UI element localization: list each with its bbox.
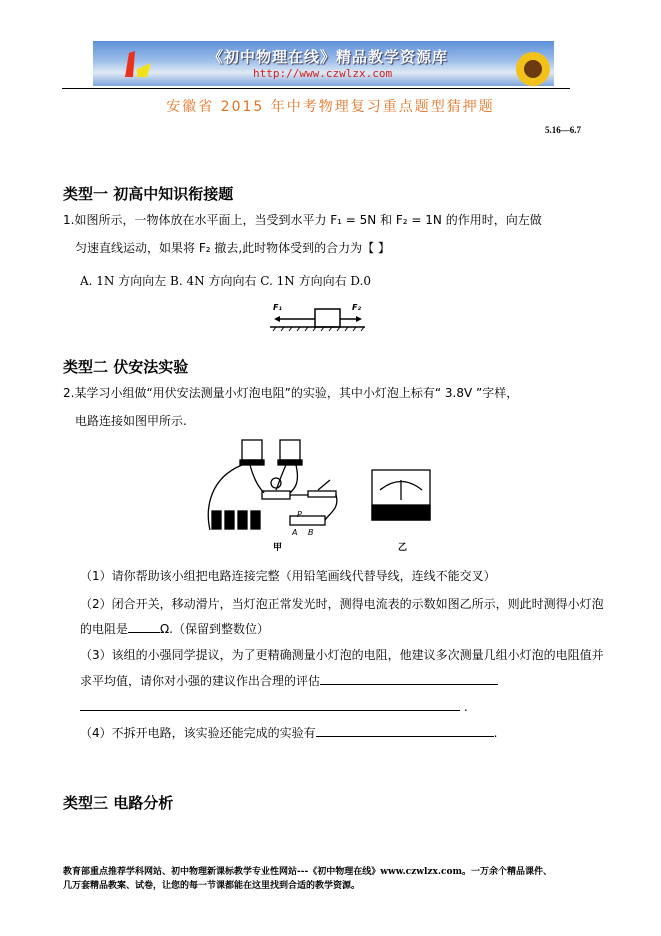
header-rule xyxy=(62,88,570,89)
terminal-label-a: A xyxy=(292,528,298,537)
force-label-f1: F₁ xyxy=(273,303,282,312)
subquestion-2: （2）闭合开关，移动滑片，当灯泡正常发光时，测得电流表的示数如图乙所示，则此时测得小灯泡 xyxy=(80,597,604,611)
section-heading-1: 类型一 初高中知识衔接题 xyxy=(63,185,234,203)
figure-label-jia: 甲 xyxy=(273,543,283,553)
subquestion-3-cont: 求平均值，请你对小强的建议作出合理的评估 xyxy=(80,674,321,688)
header-banner xyxy=(93,41,554,86)
question-2-text: 2.某学习小组做“用伏安法测量小灯泡电阻”的实验，其中小灯泡上标有“ 3.8V ”字样， xyxy=(63,386,519,400)
question-1-text: 1.如图所示，一物体放在水平面上，当受到水平力 F₁ = 5N 和 F₂ = 1N 的作用时，向左做 xyxy=(63,213,542,227)
section-heading-3: 类型三 电路分析 xyxy=(63,794,174,812)
question-1-options: A. 1N 方向向左 B. 4N 方向向右 C. 1N 方向向右 D.0 xyxy=(80,274,372,288)
figure-label-yi: 乙 xyxy=(398,543,408,553)
question-1-text-cont: 匀速直线运动，如果将 F₂ 撤去,此时物体受到的合力为【 】 xyxy=(75,241,390,255)
force-label-f2: F₂ xyxy=(352,303,361,312)
date-range: 5.16—6.7 xyxy=(545,125,581,135)
logo-icon xyxy=(121,49,157,81)
subquestion-2-unit: Ω.（保留到整数位） xyxy=(160,622,270,636)
banner-title: 《初中物理在线》精品教学资源库 xyxy=(208,48,449,66)
subquestion-3: （3）该组的小强同学提议，为了更精确测量小灯泡的电阻，他建议多次测量几组小灯泡的电阻值并 xyxy=(80,648,604,662)
slider-label-p: P xyxy=(297,510,302,519)
document-title: 安徽省 2015 年中考物理复习重点题型猜押题 xyxy=(166,99,495,115)
question-2-text-cont: 电路连接如图甲所示. xyxy=(75,414,187,428)
answer-blank-resistance[interactable] xyxy=(128,620,160,633)
terminal-label-b: B xyxy=(308,528,314,537)
banner-url: http://www.czwlzx.com xyxy=(253,67,393,80)
answer-blank-evaluation-cont[interactable] xyxy=(80,698,460,711)
sunflower-icon xyxy=(513,49,553,86)
subquestion-1: （1）请你帮助该小组把电路连接完整（用铅笔画线代替导线，连线不能交叉） xyxy=(80,569,496,583)
subquestion-4: （4）不拆开电路，该实验还能完成的实验有 xyxy=(80,726,316,740)
document-page: 《初中物理在线》精品教学资源库 http://www.czwlzx.com 安徽省 2015 年中考物理复习重点题型猜押题 5.16—6.7 类型一 初高中知识衔接题 1.如图所示，一物体放在水平面上，当受到水平力 F₁ = 5N 和 F₂ = 1N 的作用时，向左做 匀速直线运动，如果将 F₂ 撤去,此时物体受到的合力为【 】 A. 1N 方向向左 B. 4N 方向向右 C. 1N 方向向右 D.0 F₁ F₂ 类型二 伏安法实验 2.某学习小组做“用伏安法测量小灯泡电阻”的实验，其中小灯泡上标有“ 3.8V ”字样， 电路连接如图甲所示. P A B 甲 乙 （1）请你帮助该小组把电路连接完整（用铅笔画线代替导线，连线不能交叉） （2）闭合开关，移动滑片，当灯泡正常发光时，测得电流表的示数如图乙所示，则此时测得小灯泡 的电阻是 Ω.（保留到整数位） （3）该组的小强同学提议，为了更精确测量小灯泡的电阻，他建议多次测量几组小灯泡的电阻值并 求平均值，请你对小强的建议作出合理的评估 . （4）不拆开电路，该实验还能完成的实验有 . 类型三 电路分析 教育部重点推荐学科网站、初中物理新课标教学专业性网站---《初中物理在线》www.czwlzx.com。一万余个精品课件、 几万套精品教案、试卷，让您的每一节课都能在这里找到合适的教学资源。 xyxy=(0,0,661,936)
section-heading-2: 类型二 伏安法实验 xyxy=(63,358,189,376)
answer-blank-experiment[interactable] xyxy=(316,724,494,737)
footer-line-2: 几万套精品教案、试卷，让您的每一节课都能在这里找到合适的教学资源。 xyxy=(63,881,361,891)
answer-blank-evaluation[interactable] xyxy=(320,672,498,685)
footer-line-1: 教育部重点推荐学科网站、初中物理新课标教学专业性网站---《初中物理在线》www.czwlzx.com。一万余个精品课件、 xyxy=(63,867,553,877)
circuit-diagram xyxy=(200,438,440,538)
subquestion-2-cont: 的电阻是 xyxy=(80,622,129,636)
